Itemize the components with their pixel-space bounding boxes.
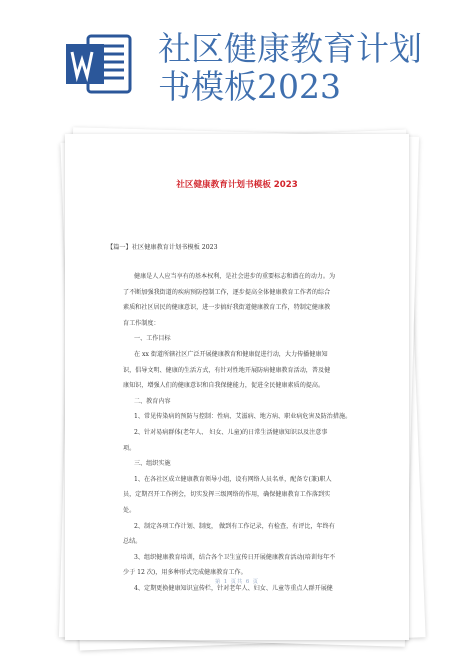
body-line: 3、组织健康教育培训，结合各个卫生宣传日开展健康教育活动(培训每年不 (134, 553, 336, 561)
document-page (65, 134, 409, 640)
document-body (123, 269, 373, 596)
document-preview (60, 128, 418, 648)
body-line: 三、组织实施 (134, 460, 171, 468)
body-line: 了不断加强我街道的疾病预防控制工作，逐步提高全体健康教育工作者的综合 (123, 288, 331, 296)
body-line: 健康是人人应当享有的基本权利，是社会进步的重要标志和潜在的动力。为 (134, 273, 336, 280)
banner (0, 0, 474, 120)
banner-title-line-1: 社区健康教育计划 (158, 29, 422, 68)
section-heading: 【篇一】社区健康教育计划书模板 2023 (107, 244, 218, 251)
body-line: 康知识，增强人们的健康意识和自我保健能力，促进全民健康素质的提高。 (123, 382, 325, 390)
body-line: 一、工作目标 (134, 335, 171, 343)
body-line: 员，定期召开工作例会，切实发挥三级网络的作用，确保健康教育工作落到实 (123, 491, 331, 499)
page-indicator: 第 1 页共 6 页 (215, 579, 259, 585)
body-line: 素质和社区居民的健康意识，进一步搞好我街道健康教育工作，特制定健康教 (123, 304, 331, 312)
body-line: 项。 (123, 444, 136, 452)
body-line: 处。 (123, 506, 136, 514)
body-line: 识，倡导文明、健康的生活方式，有针对性地开展防病健康教育活动，普及健 (123, 366, 331, 374)
body-line: 育工作制度： (123, 319, 160, 327)
body-line: 二、教育内容 (134, 397, 171, 405)
body-line: 1、在各社区成立健康教育领导小组，设有网络人员名单，配备专(兼)职人 (134, 475, 332, 483)
body-line: 2、针对易病群体(老年人、 妇女、儿童)的日常生活健康知识以及注意事 (134, 428, 328, 436)
banner-title (158, 30, 468, 106)
body-line: 总结。 (123, 538, 142, 546)
body-line: 在 xx 街道所辖社区广泛开展健康教育和健康促进行动，大力传播健康知 (134, 350, 328, 358)
body-line: 1、常见传染病的预防与控制：性病、艾滋病、地方病、职业病危害及防治措施。 (134, 413, 352, 421)
body-line: 4、定期更换健康知识宣传栏，针对老年人、妇女、儿童等重点人群开展健 (134, 584, 333, 592)
banner-title-line-2: 书模板2023 (158, 67, 341, 106)
document-title: 社区健康教育计划书模板 2023 (176, 180, 298, 190)
body-line: 2、制定各项工作计划、制度， 做到有工作记录，有检查，有评比，年终有 (134, 522, 335, 530)
word-icon (64, 32, 134, 96)
body-line: 少于 12 次)，用多种形式完成健康教育工作。 (123, 569, 247, 577)
